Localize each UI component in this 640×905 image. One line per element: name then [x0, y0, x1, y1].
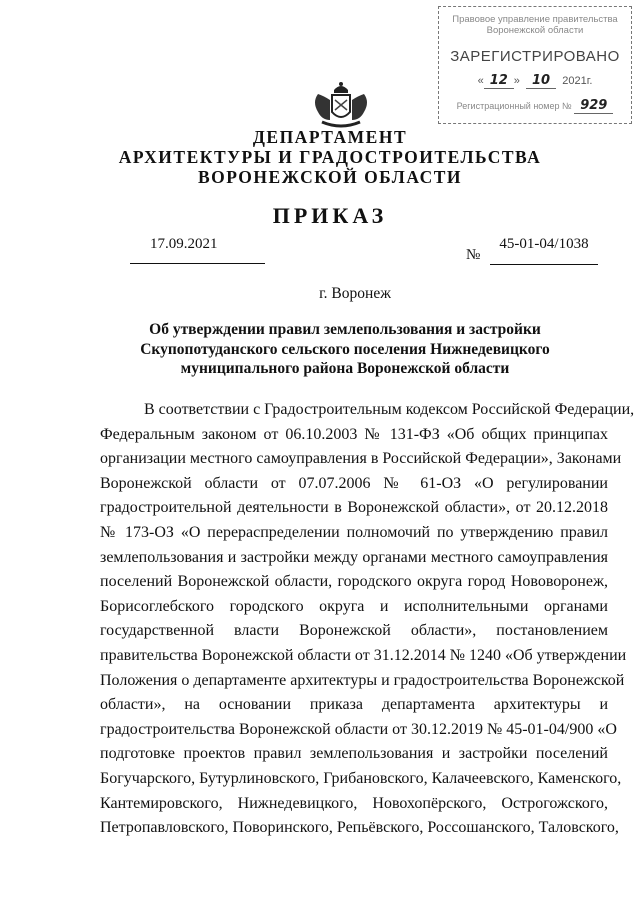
- stamp-reg-number: 929: [574, 98, 613, 114]
- registration-stamp: [438, 6, 632, 124]
- body-text-line: правительства Воронежской области от 31.12.2014 № 1240 «Об утверждении: [100, 646, 627, 664]
- stamp-day: 12: [484, 73, 514, 89]
- body-text-line: области», на основании приказа департамента архитектуры и: [100, 696, 608, 714]
- title-line: Об утверждении правил землепользования и застройки: [149, 321, 541, 338]
- body-text-line: Федеральным законом от 06.10.2003 № 131-ФЗ «Об общих принципах: [100, 425, 608, 443]
- body-text-line: подготовке проектов правил землепользования и застройки поселений: [100, 745, 608, 763]
- document-type: ПРИКАЗ: [272, 203, 388, 228]
- header-line-3: ВОРОНЕЖСКОЙ ОБЛАСТИ: [197, 167, 463, 187]
- body-text-line: Петропавловского, Поворинского, Репьёвского, Россошанского, Таловского,: [100, 819, 619, 837]
- city: г. Воронеж: [319, 285, 391, 302]
- number-sign: №: [466, 247, 481, 263]
- body-text-line: Воронежской области от 07.07.2006 № 61-ОЗ «О регулировании: [100, 474, 608, 492]
- body-text-line: Борисоглебского городского округа и исполнительными органами: [100, 597, 608, 615]
- document-number: 45-01-04/1038: [490, 236, 598, 265]
- body-text-line: организации местного самоуправления в Российской Федерации», Законами: [100, 450, 622, 468]
- document-body: [100, 398, 635, 841]
- stamp-org-line2: Воронежской области: [486, 25, 584, 36]
- document-title: [0, 320, 640, 379]
- body-text-line: Кантемировского, Нижнедевицкого, Новохопёрского, Острогожского,: [100, 794, 608, 812]
- body-text-line: землепользования и застройки между органами местного самоуправления: [100, 548, 608, 566]
- body-text-line: градостроительной деятельности в Воронежской области», от 20.12.2018: [100, 499, 608, 517]
- body-text-line: поселений Воронежской области, городского округа город Нововоронеж,: [100, 573, 608, 591]
- body-text-line: государственной власти Воронежской области», постановлением: [100, 622, 608, 640]
- body-text-line: Положения о департаменте архитектуры и градостроительства Воронежской: [100, 671, 625, 689]
- title-line: муниципального района Воронежской области: [180, 360, 510, 377]
- stamp-month: 10: [526, 73, 556, 89]
- body-text-line: Богучарского, Бутурлиновского, Грибановского, Калачеевского, Каменского,: [100, 769, 622, 787]
- stamp-status: ЗАРЕГИСТРИРОВАНО: [450, 48, 620, 65]
- header-line-1: ДЕПАРТАМЕНТ: [252, 127, 408, 147]
- body-text-line: № 173-ОЗ «О перераспределении полномочий по утверждению правил: [100, 523, 608, 541]
- stamp-year: 2021г.: [562, 75, 593, 87]
- stamp-org-line1: Правовое управление правительства: [452, 14, 618, 25]
- stamp-reg: [439, 98, 631, 113]
- coat-of-arms-emblem-icon: [308, 80, 374, 130]
- document-date: 17.09.2021: [130, 236, 265, 264]
- title-line: Скупопотуданского сельского поселения Нижнедевицкого: [140, 340, 550, 358]
- body-text-line: градостроительства Воронежской области от 30.12.2019 № 45-01-04/900 «О: [100, 720, 617, 738]
- stamp-reg-label: Регистрационный номер №: [456, 101, 572, 111]
- header-line-2: АРХИТЕКТУРЫ И ГРАДОСТРОИТЕЛЬСТВА: [118, 147, 542, 167]
- body-text-line: В соответствии с Градостроительным кодексом Российской Федерации,: [144, 401, 635, 418]
- stamp-date: « 12 » 10 2021г.: [477, 73, 593, 88]
